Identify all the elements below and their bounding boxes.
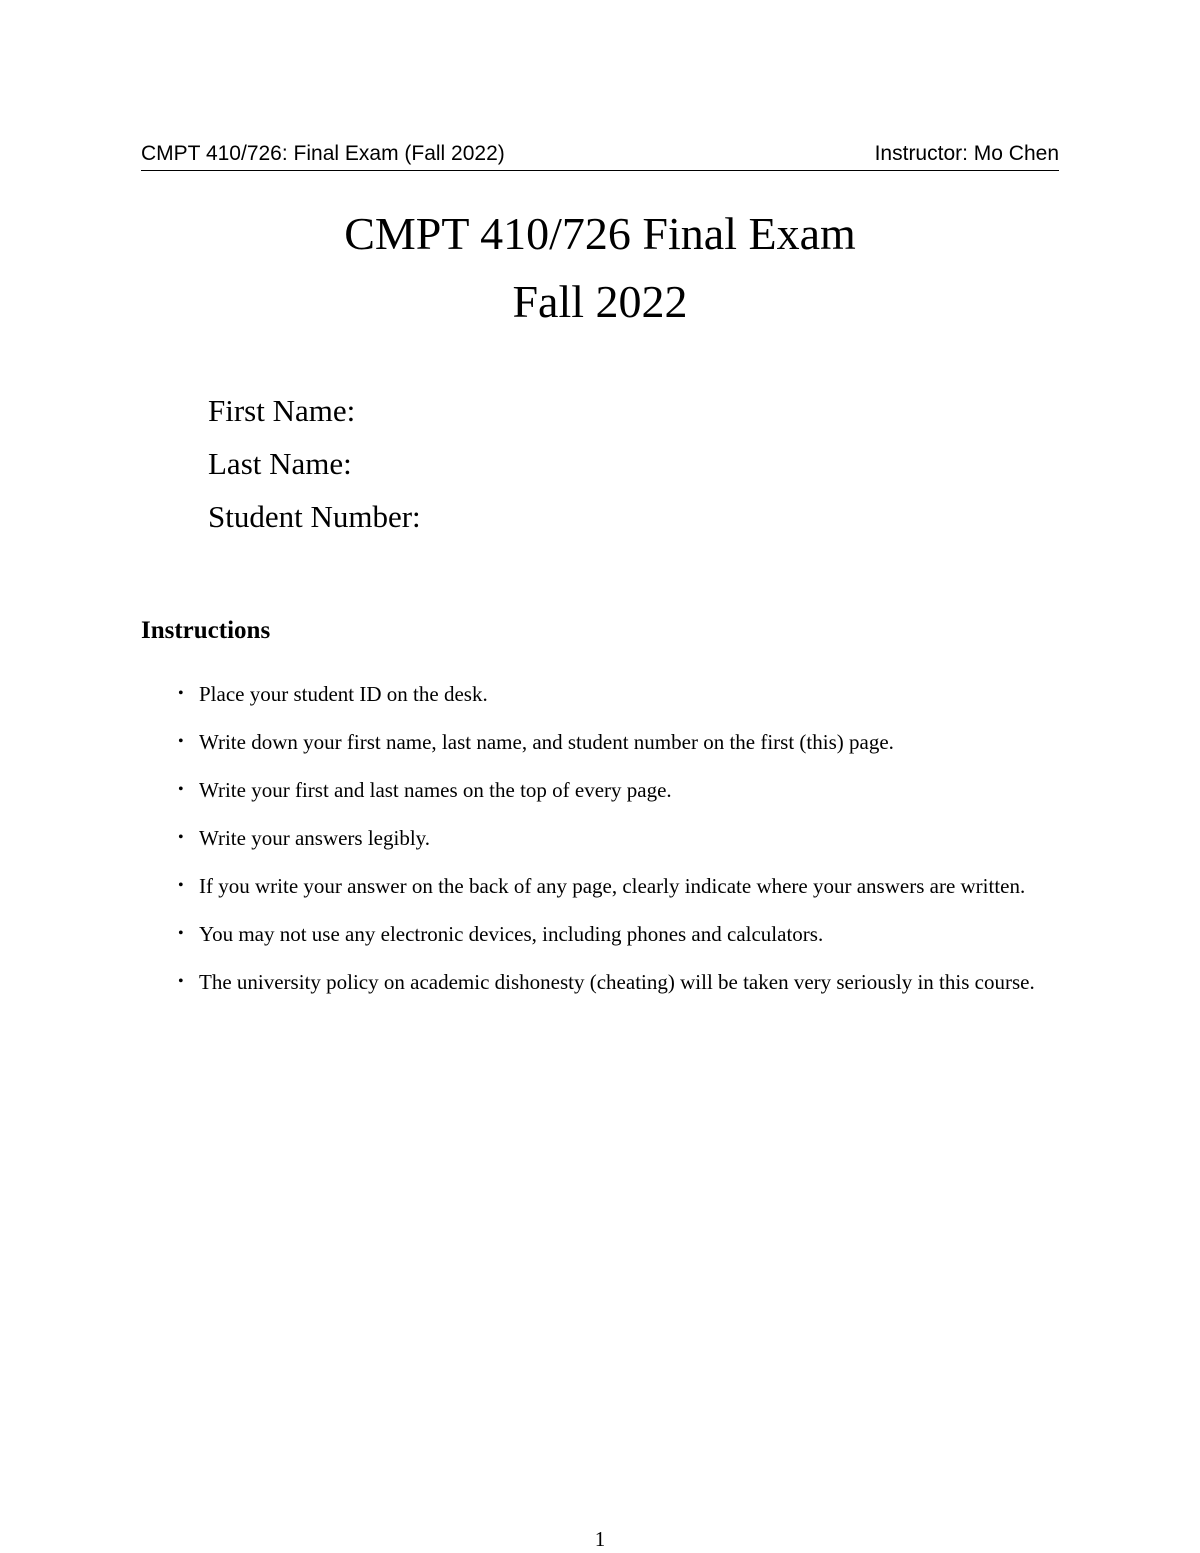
list-item-text: The university policy on academic dishonesty (cheating) will be taken very seriously in this course.: [199, 970, 1035, 994]
student-number-label: Student Number:: [208, 499, 421, 534]
list-item-text: Place your student ID on the desk.: [199, 682, 488, 706]
exam-term: Fall 2022: [512, 276, 688, 327]
page-number: 1: [594, 1527, 606, 1551]
bullet-icon: •: [178, 925, 184, 942]
list-item-text: Write your answers legibly.: [199, 826, 431, 850]
list-item: [141, 920, 1059, 948]
list-item-text: Write down your first name, last name, and student number on the first (this) page.: [199, 730, 894, 754]
exam-title: CMPT 410/726 Final Exam: [344, 208, 856, 259]
list-item: [141, 872, 1059, 900]
list-item: [141, 824, 1059, 852]
first-name-label: First Name:: [208, 393, 356, 428]
bullet-icon: •: [178, 685, 184, 702]
list-item: [141, 680, 1059, 708]
bullet-icon: •: [178, 733, 184, 750]
bullet-icon: •: [178, 781, 184, 798]
list-item: [141, 776, 1059, 804]
list-item-text: Write your first and last names on the top of every page.: [199, 778, 672, 802]
instructions-heading: Instructions: [141, 617, 271, 644]
instructions-list: [141, 680, 1059, 1016]
bullet-icon: •: [178, 829, 184, 846]
list-item: [141, 968, 1059, 996]
last-name-label: Last Name:: [208, 446, 352, 481]
list-item: [141, 728, 1059, 756]
header-course-title: CMPT 410/726: Final Exam (Fall 2022): [141, 142, 505, 165]
running-header: [141, 140, 1059, 171]
list-item-text: If you write your answer on the back of any page, clearly indicate where your answers are written.: [199, 874, 1026, 898]
header-instructor: Instructor: Mo Chen: [874, 142, 1059, 165]
list-item-text: You may not use any electronic devices, including phones and calculators.: [199, 922, 824, 946]
bullet-icon: •: [178, 973, 184, 990]
bullet-icon: •: [178, 877, 184, 894]
